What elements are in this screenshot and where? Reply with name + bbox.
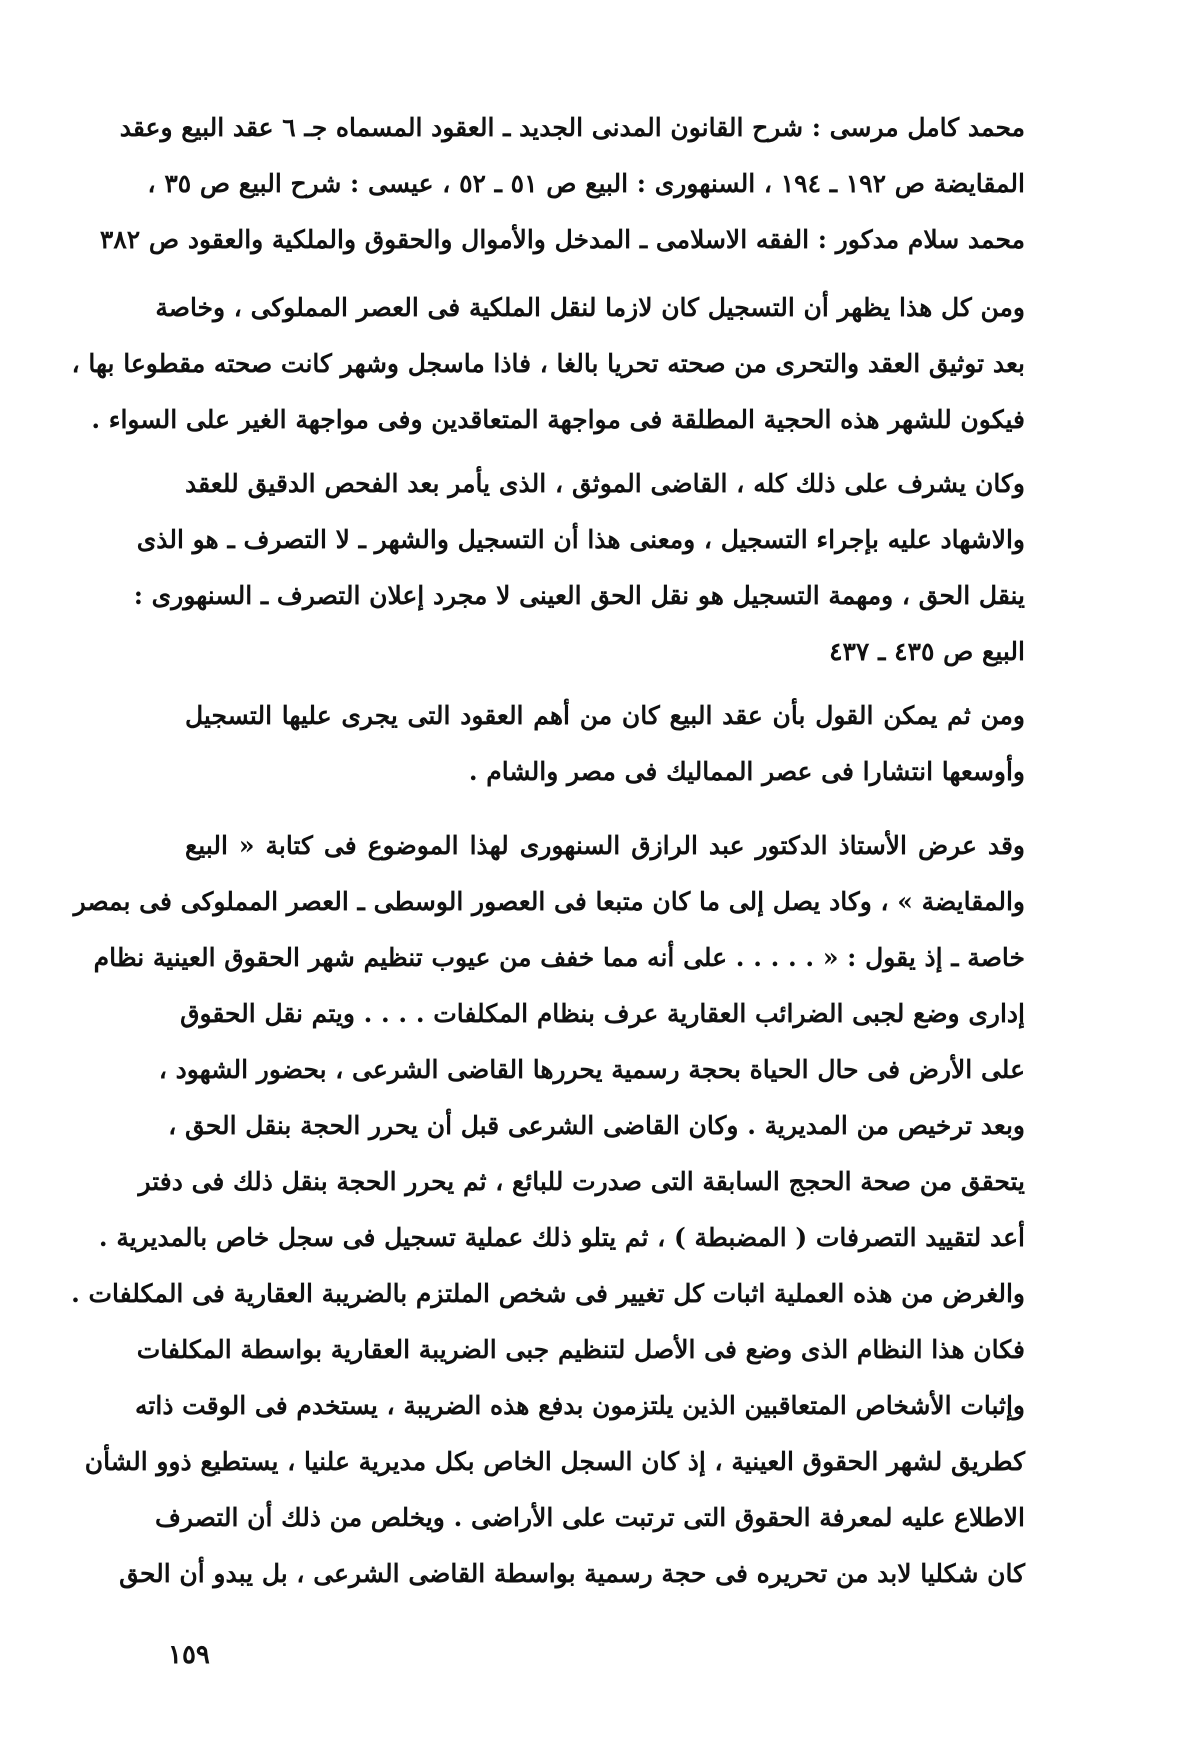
text-line: وبعد ترخيص من المديرية . وكان القاضى الشرعى قبل أن يحرر الحجة بنقل الحق ، [168,1111,1025,1140]
text-line: كان شكليا لابد من تحريره فى حجة رسمية بواسطة القاضى الشرعى ، بل يبدو أن الحق [119,1559,1025,1588]
text-line: والغرض من هذه العملية اثبات كل تغيير فى شخص الملتزم بالضريبة العقارية فى المكلفات . [71,1279,1025,1308]
text-line: خاصة ـ إذ يقول : « . . . . . على أنه مما خفف من عيوب تنظيم شهر الحقوق العينية نظام [93,943,1025,972]
text-line: بعد توثيق العقد والتحرى من صحته تحريا بالغا ، فاذا ماسجل وشهر كانت صحته مقطوعا بها ، [71,349,1025,378]
text-line: أعد لتقييد التصرفات ( المضبطة ) ، ثم يتلو ذلك عملية تسجيل فى سجل خاص بالمديرية . [98,1223,1025,1252]
text-line: وأوسعها انتشارا فى عصر المماليك فى مصر والشام . [468,757,1025,786]
text-line: يتحقق من صحة الحجج السابقة التى صدرت للبائع ، ثم يحرر الحجة بنقل ذلك فى دفتر [138,1167,1025,1196]
reference-line: محمد سلام مدكور : الفقه الاسلامى ـ المدخل والأموال والحقوق والملكية والعقود ص ٣٨٢ [99,225,1025,254]
text-line: على الأرض فى حال الحياة بحجة رسمية يحررها القاضى الشرعى ، بحضور الشهود ، [158,1055,1025,1084]
paragraph [71,818,1025,1602]
reference-line: محمد كامل مرسى : شرح القانون المدنى الجديد ـ العقود المسماه جـ ٦ عقد البيع وعقد [119,113,1025,142]
text-line: ومن ثم يمكن القول بأن عقد البيع كان من أهم العقود التى يجرى عليها التسجيل [185,701,1025,730]
reference-line: المقايضة ص ١٩٢ ـ ١٩٤ ، السنهورى : البيع ص ٥١ ـ ٥٢ ، عيسى : شرح البيع ص ٣٥ ، [147,169,1025,198]
text-line: كطريق لشهر الحقوق العينية ، إذ كان السجل الخاص بكل مديرية علنيا ، يستطيع ذوو الشأن [84,1447,1025,1476]
text-line: الاطلاع عليه لمعرفة الحقوق التى ترتبت على الأراضى . ويخلص من ذلك أن التصرف [154,1503,1025,1532]
text-line: ينقل الحق ، ومهمة التسجيل هو نقل الحق العينى لا مجرد إعلان التصرف ـ السنهورى : [133,581,1025,610]
text-line: والاشهاد عليه بإجراء التسجيل ، ومعنى هذا أن التسجيل والشهر ـ لا التصرف ـ هو الذى [136,525,1025,554]
page-number: ١٥٩ [168,1640,210,1670]
text-line: ومن كل هذا يظهر أن التسجيل كان لازما لنقل الملكية فى العصر المملوكى ، وخاصة [155,293,1025,322]
paragraph [71,280,1025,448]
paragraph [185,688,1025,800]
text-line: وإثبات الأشخاص المتعاقبين الذين يلتزمون بدفع هذه الضريبة ، يستخدم فى الوقت ذاته [135,1391,1025,1420]
text-line: فيكون للشهر هذه الحجية المطلقة فى مواجهة المتعاقدين وفى مواجهة الغير على السواء . [91,405,1025,434]
reference-block [99,100,1025,268]
text-line: فكان هذا النظام الذى وضع فى الأصل لتنظيم جبى الضريبة العقارية بواسطة المكلفات [136,1335,1025,1364]
text-line: إدارى وضع لجبى الضرائب العقارية عرف بنظام المكلفات . . . . ويتم نقل الحقوق [180,999,1025,1028]
text-line: وقد عرض الأستاذ الدكتور عبد الرازق السنهورى لهذا الموضوع فى كتابة « البيع [185,831,1025,860]
text-line: البيع ص ٤٣٥ ـ ٤٣٧ [829,637,1025,666]
text-line: وكان يشرف على ذلك كله ، القاضى الموثق ، الذى يأمر بعد الفحص الدقيق للعقد [185,469,1025,498]
text-line: والمقايضة » ، وكاد يصل إلى ما كان متبعا فى العصور الوسطى ـ العصر المملوكى فى بمصر [73,887,1025,916]
paragraph [133,456,1025,680]
